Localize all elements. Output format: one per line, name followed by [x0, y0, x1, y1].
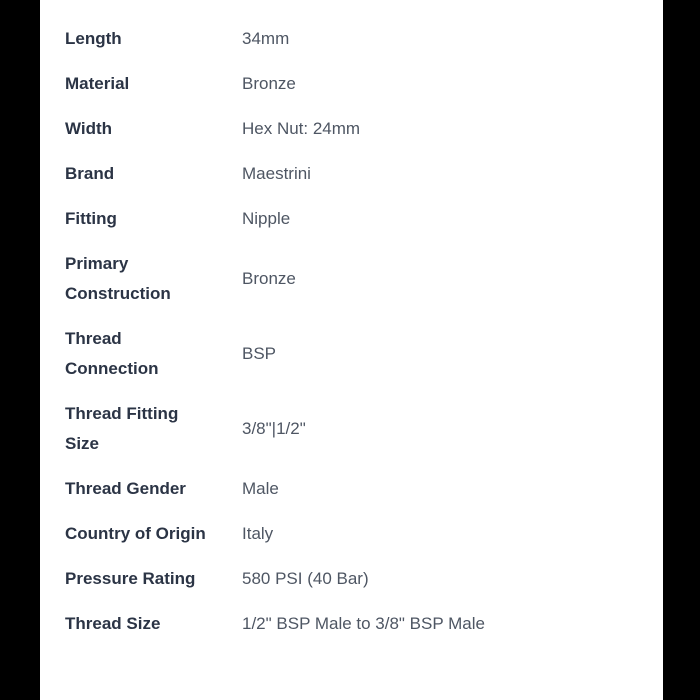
spec-label: Fitting [65, 209, 117, 228]
spec-row [65, 204, 653, 234]
spec-row [65, 114, 653, 144]
spec-value: Bronze [242, 74, 296, 93]
spec-label: Brand [65, 164, 115, 183]
spec-label: Country of Origin [65, 524, 206, 543]
spec-value: 580 PSI (40 Bar) [242, 569, 369, 588]
spec-value: Nipple [242, 209, 291, 228]
spec-value: Bronze [242, 269, 296, 288]
spec-label: Length [65, 29, 122, 48]
spec-value: 3/8"|1/2" [242, 419, 306, 438]
spec-row [65, 249, 653, 309]
spec-label: Thread Connection [65, 329, 159, 378]
right-black-edge-bar [663, 0, 700, 700]
spec-label: Thread Size [65, 614, 161, 633]
spec-label: Material [65, 74, 130, 93]
spec-row [65, 474, 653, 504]
spec-row [65, 564, 653, 594]
spec-row [65, 159, 653, 189]
spec-value: BSP [242, 344, 277, 363]
left-black-edge-bar [0, 0, 40, 700]
spec-row [65, 324, 653, 384]
spec-label: Thread Gender [65, 479, 186, 498]
spec-row [65, 69, 653, 99]
spec-row [65, 609, 653, 639]
spec-value: Italy [242, 524, 274, 543]
spec-label: Primary Construction [65, 254, 171, 303]
spec-label: Width [65, 119, 113, 138]
spec-table [40, 0, 663, 654]
spec-value: Male [242, 479, 279, 498]
spec-value: Hex Nut: 24mm [242, 119, 361, 138]
spec-label: Thread Fitting Size [65, 404, 179, 453]
spec-value: Maestrini [242, 164, 311, 183]
spec-row [65, 399, 653, 459]
spec-value: 1/2" BSP Male to 3/8" BSP Male [242, 614, 485, 633]
spec-label: Pressure Rating [65, 569, 196, 588]
spec-row [65, 519, 653, 549]
spec-value: 34mm [242, 29, 290, 48]
spec-row [65, 24, 653, 54]
